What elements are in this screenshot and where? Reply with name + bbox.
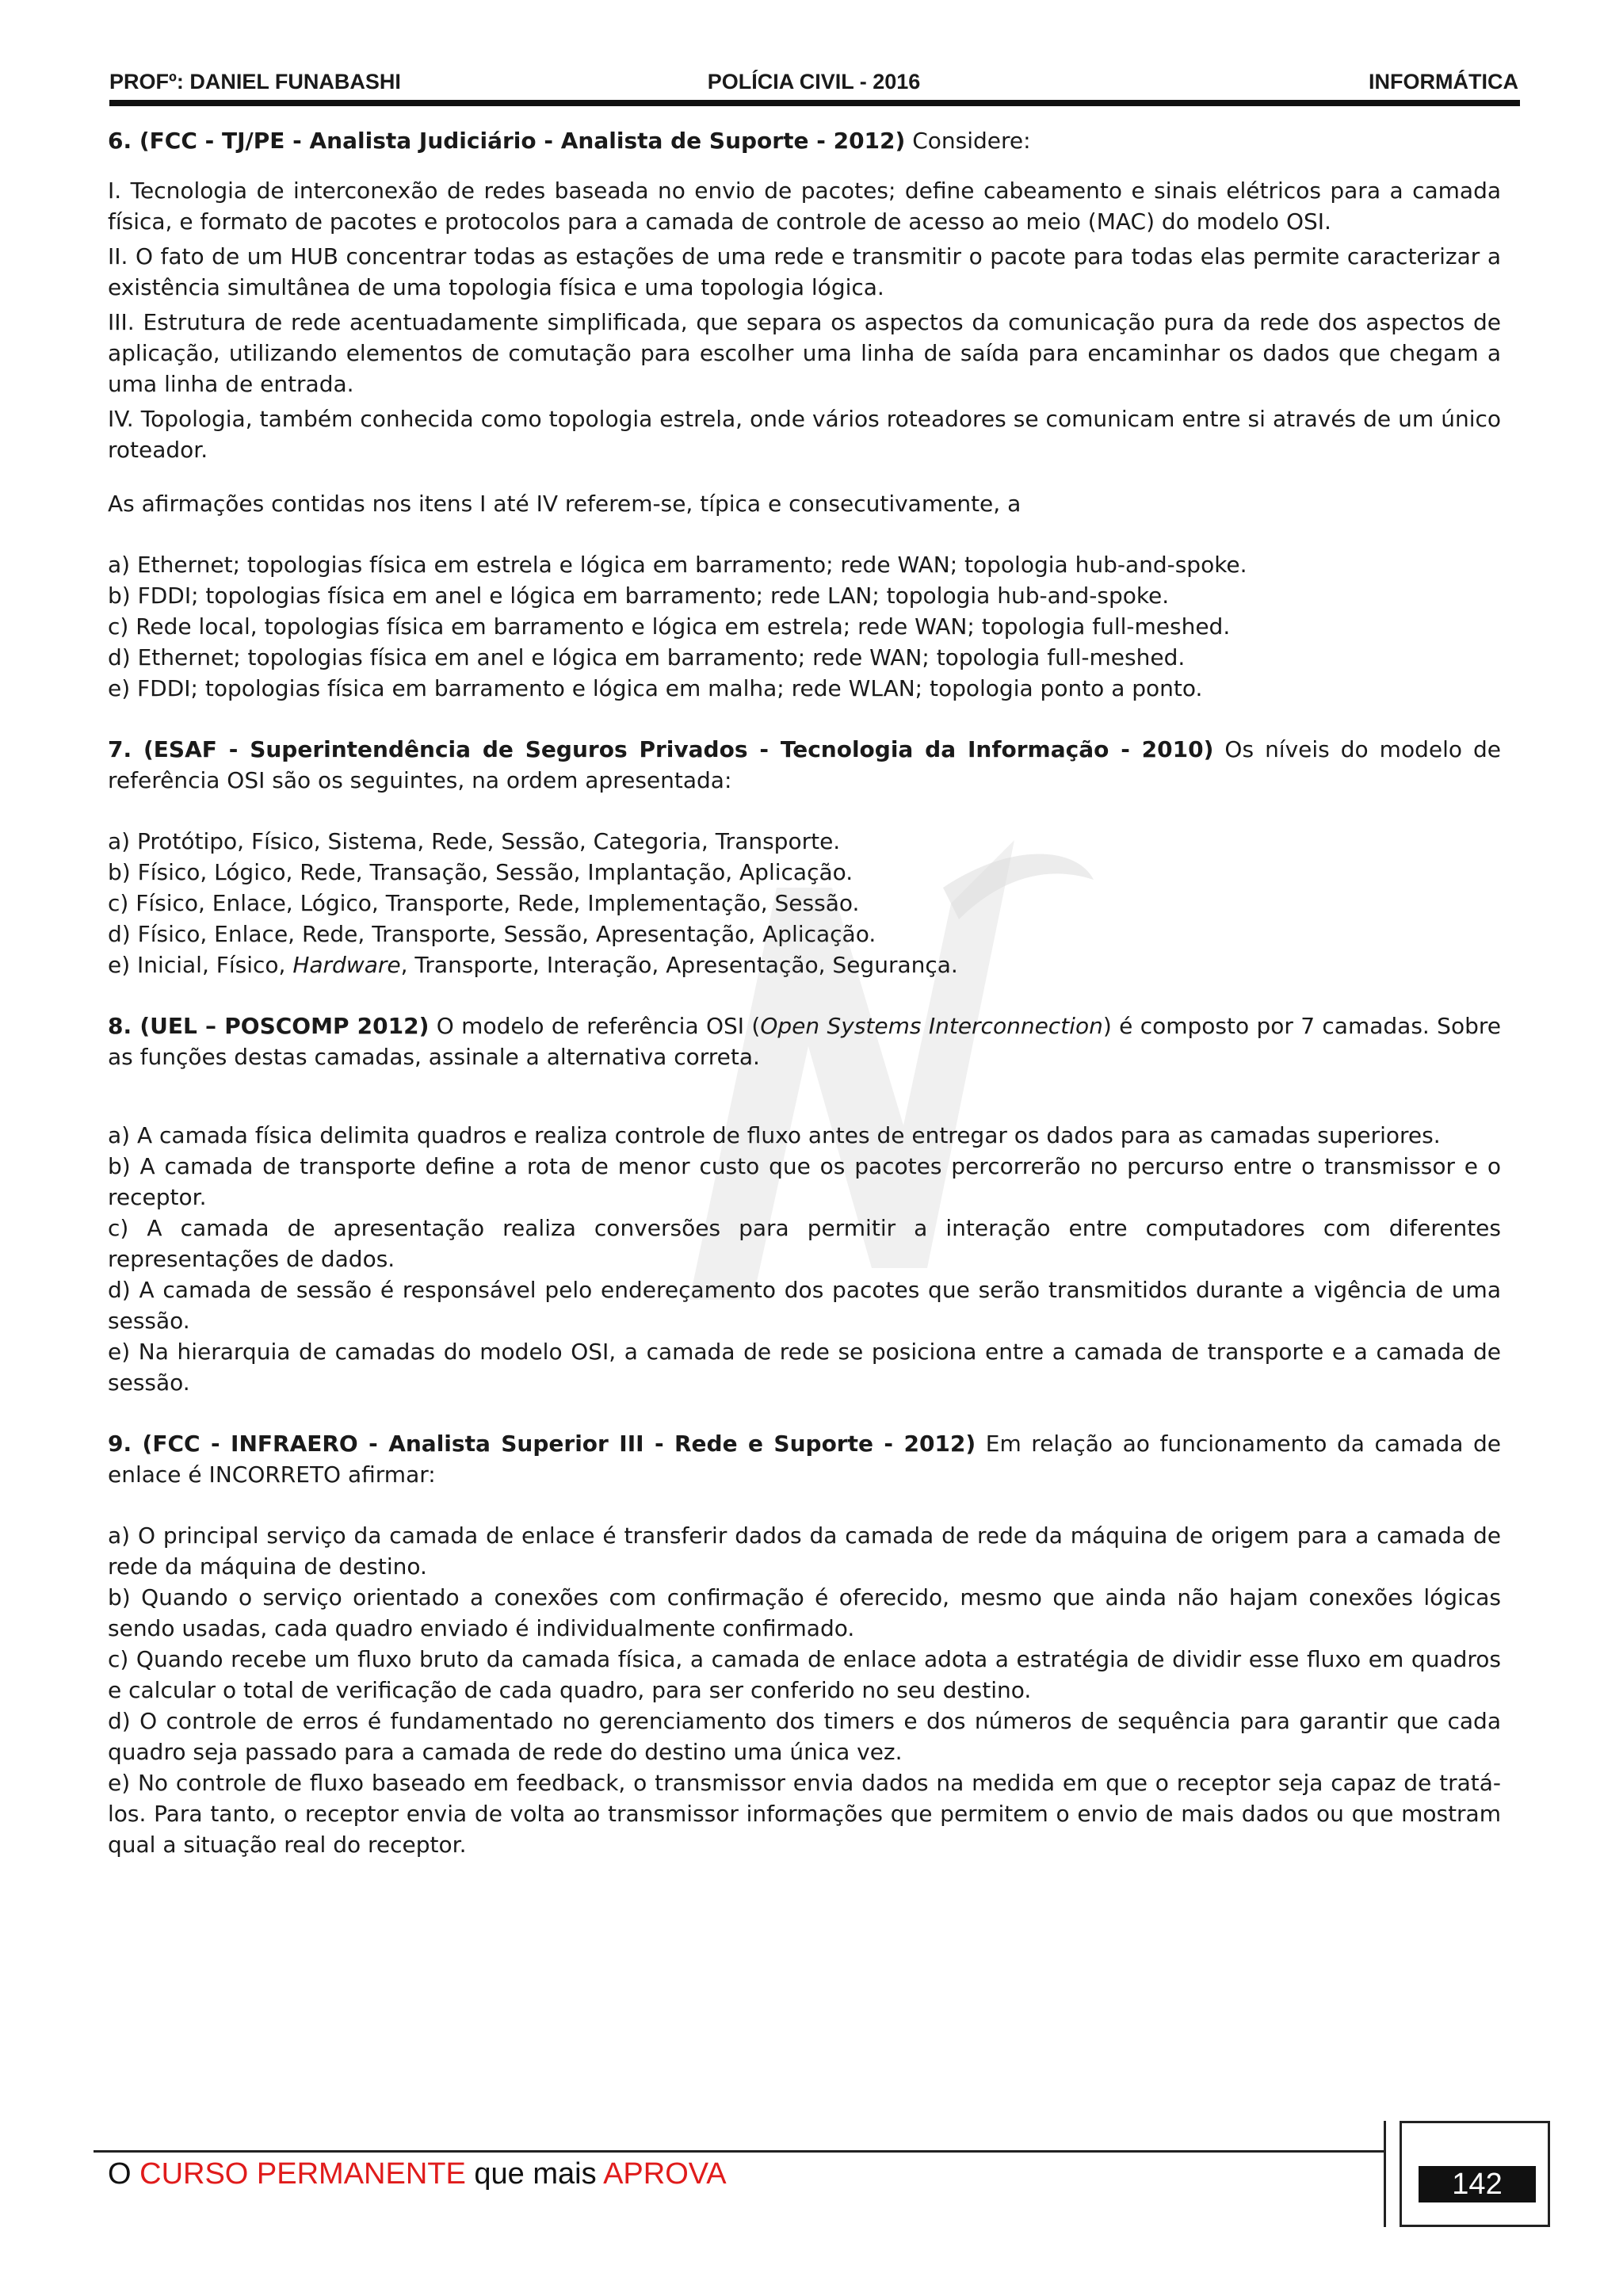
question-8-option: d) A camada de sessão é responsável pelo endereçamento dos pacotes que serão transmitidos durante a vigência de uma sessão. [108, 1277, 1501, 1334]
footer-divider [1384, 2121, 1386, 2227]
question-8-title: 8. (UEL – POSCOMP 2012) [108, 1013, 430, 1039]
question-7-option: d) Físico, Enlace, Rede, Transporte, Sessão, Apresentação, Aplicação. [108, 921, 876, 947]
question-9-title: 9. (FCC - INFRAERO - Analista Superior III - Rede e Suporte - 2012) [108, 1431, 976, 1457]
question-6-intro: Considere: [905, 128, 1031, 154]
header-exam: POLÍCIA CIVIL - 2016 [707, 70, 921, 94]
question-6-heading [108, 125, 1501, 156]
footer-slogan-part: que mais [465, 2157, 604, 2191]
question-6-option: d) Ethernet; topologias física em anel e lógica em barramento; rede WAN; topologia full-meshed. [108, 644, 1186, 670]
question-7-option: c) Físico, Enlace, Lógico, Transporte, Rede, Implementação, Sessão. [108, 890, 860, 916]
question-8-option: c) A camada de apresentação realiza conversões para permitir a interação entre computadores com diferentes representações de dados. [108, 1215, 1501, 1272]
question-6-option: e) FDDI; topologias física em barramento e lógica em malha; rede WLAN; topologia ponto a ponto. [108, 675, 1203, 701]
question-7-option: b) Físico, Lógico, Rede, Transação, Sessão, Implantação, Aplicação. [108, 859, 854, 885]
footer-slogan-highlight: CURSO PERMANENTE [139, 2157, 466, 2191]
footer-slogan-highlight: APROVA [603, 2157, 727, 2191]
question-6-title: 6. (FCC - TJ/PE - Analista Judiciário - Analista de Suporte - 2012) [108, 128, 906, 154]
question-8-intro-post: ) é composto por 7 camadas. Sobre as funções destas camadas, assinale a alternativa correta. [108, 1013, 1501, 1070]
question-8-intro-italic: Open Systems Interconnection [760, 1013, 1103, 1039]
question-9-option: b) Quando o serviço orientado a conexões com confirmação é oferecido, mesmo que ainda não hajam conexões lógicas sendo usadas, cada quadro enviado é individualmente confirmado. [108, 1584, 1501, 1641]
question-9-option: a) O principal serviço da camada de enlace é transferir dados da camada de rede da máquina de origem para a camada de rede da máquina de destino. [108, 1522, 1501, 1580]
page-header [109, 70, 1518, 101]
question-6-option: b) FDDI; topologias física em anel e lógica em barramento; rede LAN; topologia hub-and-spoke. [108, 583, 1170, 609]
footer-slogan [108, 2157, 727, 2191]
question-9-option: d) O controle de erros é fundamentado no gerenciamento dos timers e dos números de sequência para garantir que cada quadro seja passado para a camada de rede do destino uma única vez. [108, 1708, 1501, 1765]
page-number: 142 [1419, 2166, 1536, 2202]
question-6-option: c) Rede local, topologias física em barramento e lógica em estrela; rede WAN; topologia full-meshed. [108, 613, 1231, 640]
question-6-stem: As afirmações contidas nos itens I até IV referem-se, típica e consecutivamente, a [108, 491, 1022, 517]
question-8-option: b) A camada de transporte define a rota de menor custo que os pacotes percorrerão no percurso entre o transmissor e o receptor. [108, 1153, 1501, 1210]
question-6-item: I. Tecnologia de interconexão de redes baseada no envio de pacotes; define cabeamento e sinais elétricos para a camada física, e formato de pacotes e protocolos para a camada de controle de acesso ao meio (MAC) do modelo OSI. [108, 178, 1501, 235]
question-7-heading [108, 734, 1501, 796]
question-9-option: c) Quando recebe um fluxo bruto da camada física, a camada de enlace adota a estratégia de dividir esse fluxo em quadros e calcular o total de verificação de cada quadro, para ser conferido no seu destino. [108, 1646, 1501, 1703]
question-8-heading [108, 1010, 1501, 1072]
footer-rule [94, 2150, 1384, 2153]
header-subject: INFORMÁTICA [1369, 70, 1518, 94]
page-content [108, 125, 1501, 1860]
question-9-option: e) No controle de fluxo baseado em feedback, o transmissor envia dados na medida em que o receptor seja capaz de tratá-los. Para tanto, o receptor envia de volta ao transmissor informações que permitem o envio de mais dados ou que mostram qual a situação real do receptor. [108, 1770, 1501, 1858]
question-7-intro: Os níveis do modelo de referência OSI são os seguintes, na ordem apresentada: [108, 736, 1501, 793]
header-rule [109, 100, 1520, 106]
question-9-intro: Em relação ao funcionamento da camada de enlace é INCORRETO afirmar: [108, 1431, 1501, 1488]
question-8-intro-pre: O modelo de referência OSI ( [429, 1013, 761, 1039]
question-7-title: 7. (ESAF - Superintendência de Seguros Privados - Tecnologia da Informação - 2010) [108, 736, 1214, 762]
question-9-heading [108, 1428, 1501, 1490]
question-8-option: a) A camada física delimita quadros e realiza controle de fluxo antes de entregar os dados para as camadas superiores. [108, 1122, 1441, 1148]
question-7-option [108, 949, 1501, 980]
footer-slogan-part: O [108, 2157, 140, 2191]
question-6-item: IV. Topologia, também conhecida como topologia estrela, onde vários roteadores se comunicam entre si através de um único roteador. [108, 406, 1501, 463]
header-professor: PROFº: DANIEL FUNABASHI [109, 70, 401, 94]
question-7-option-e-post: , Transporte, Interação, Apresentação, Segurança. [400, 952, 958, 978]
question-6-option: a) Ethernet; topologias física em estrela e lógica em barramento; rede WAN; topologia hub-and-spoke. [108, 552, 1247, 578]
question-6-item: III. Estrutura de rede acentuadamente simplificada, que separa os aspectos da comunicação pura da rede dos aspectos de aplicação, utilizando elementos de comutação para escolher uma linha de saída para encaminhar os dados que chegam a uma linha de entrada. [108, 309, 1501, 397]
question-6-item: II. O fato de um HUB concentrar todas as estações de uma rede e transmitir o pacote para todas elas permite caracterizar a existência simultânea de uma topologia física e uma topologia lógica. [108, 243, 1501, 300]
question-8-option: e) Na hierarquia de camadas do modelo OSI, a camada de rede se posiciona entre a camada de transporte e a camada de sessão. [108, 1339, 1501, 1396]
question-7-option: a) Protótipo, Físico, Sistema, Rede, Sessão, Categoria, Transporte. [108, 828, 841, 854]
question-7-option-e-italic: Hardware [292, 952, 401, 978]
question-7-option-e-pre: e) Inicial, Físico, [108, 952, 293, 978]
